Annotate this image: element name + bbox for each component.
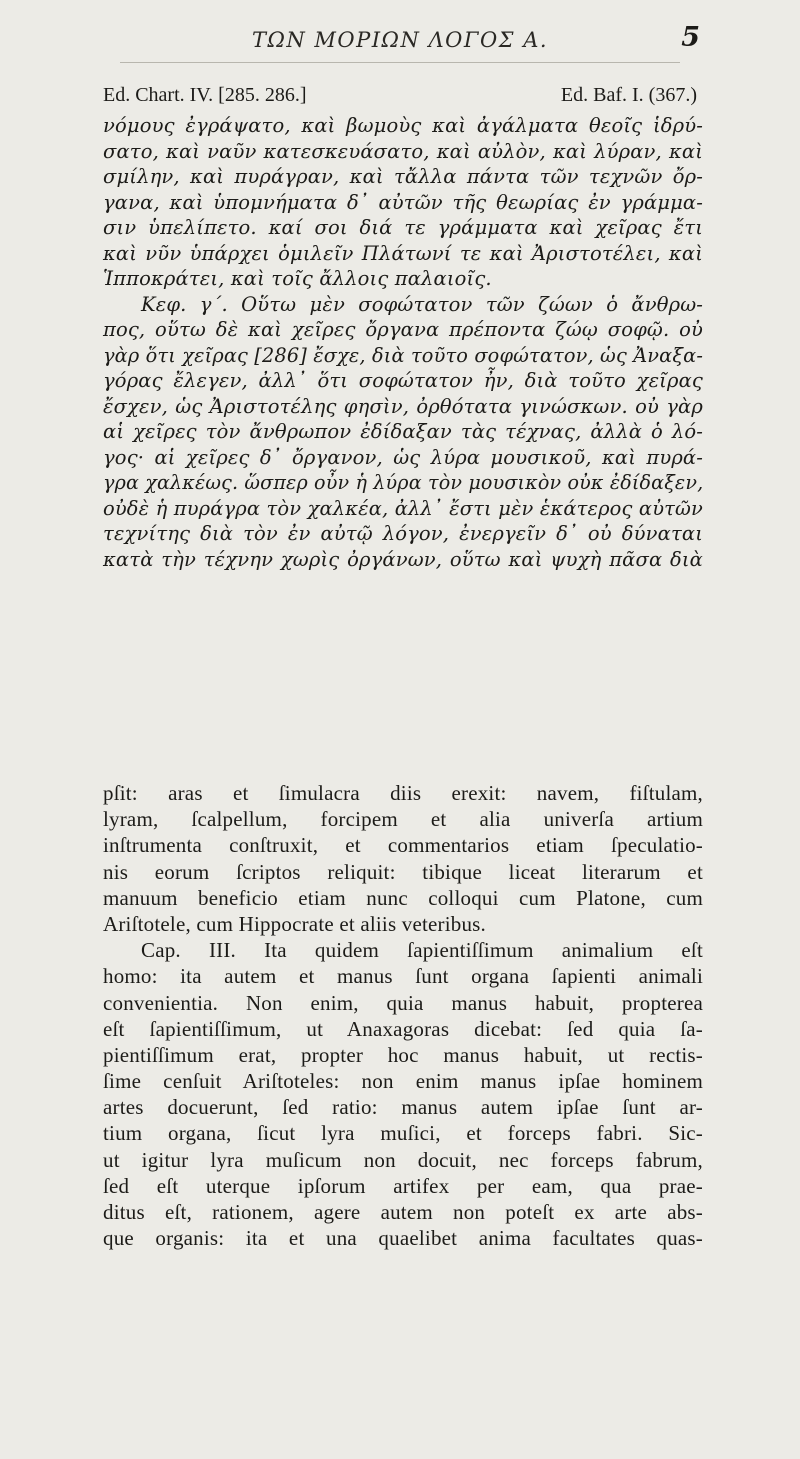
latin-line: pientiſſimum erat, propter hoc manus habuit, ut rectis- <box>103 1042 703 1067</box>
page-number: 5 <box>681 22 700 53</box>
latin-line: artes docuerunt, ſed ratio: manus autem ipſae ſunt ar- <box>103 1095 703 1120</box>
header-rule <box>120 62 680 63</box>
latin-line: convenientia. Non enim, quia manus habuit, propterea <box>103 990 703 1015</box>
greek-line: τεχνίτης διὰ τὸν ἐν αὐτῷ λόγον, ἐνεργεῖν δ᾿ οὐ δύναται <box>103 522 703 545</box>
latin-text-block <box>103 780 703 1251</box>
edition-basel: Ed. Baf. I. (367.) <box>560 84 697 106</box>
greek-line: γος· αἱ χεῖρες δ᾿ ὄργανον, ὡς λύρα μουσικοῦ, καὶ πυρά- <box>103 445 703 469</box>
edition-chartier: Ed. Chart. IV. [285. 286.] <box>103 84 307 106</box>
greek-line: σμίλην, καὶ πυράγραν, καὶ τἄλλα πάντα τῶν τεχνῶν ὄρ- <box>103 165 703 188</box>
latin-line: pſit: aras et ſimulacra diis erexit: navem, fiſtulam, <box>103 781 703 805</box>
latin-line: inſtrumenta conſtruxit, et commentarios etiam ſpeculatio- <box>103 833 703 858</box>
greek-line: γὰρ ὅτι χεῖρας [286] ἔσχε, διὰ τοῦτο σοφώτατον, ὡς Ἀναξα- <box>103 343 703 367</box>
latin-line: nis eorum ſcriptos reliquit: tibique liceat literarum et <box>103 859 703 884</box>
greek-line: σατο, καὶ ναῦν κατεσκευάσατο, καὶ αὐλὸν, καὶ λύραν, καὶ <box>103 139 703 163</box>
latin-chapter-heading-line: Cap. III. Ita quidem ſapientiſſimum animalium eſt <box>141 938 703 963</box>
latin-line: que organis: ita et una quaelibet anima facultates quas- <box>103 1226 703 1251</box>
latin-line: ſime cenſuit Ariſtoteles: non enim manus ipſae hominem <box>103 1069 703 1094</box>
page-header <box>100 20 700 60</box>
greek-line: οὐδὲ ἡ πυράγρα τὸν χαλκέα, ἀλλ᾿ ἔστι μὲν ἑκάτερος αὐτῶν <box>103 496 703 520</box>
greek-line: καὶ νῦν ὑπάρχει ὁμιλεῖν Πλάτωνί τε καὶ Ἀριστοτέλει, καὶ <box>103 241 703 265</box>
latin-line: lyram, ſcalpellum, forcipem et alia univerſa artium <box>103 807 703 832</box>
latin-line: ut igitur lyra muſicum non docuit, nec forceps fabrum, <box>103 1147 703 1172</box>
running-title: ΤΩΝ ΜΟΡΙΩΝ ΛΟΓΟΣ Α. <box>251 28 549 52</box>
greek-line: σιν ὑπελίπετο. καί σοι διά τε γράμματα καὶ χεῖρας ἔτι <box>103 216 703 239</box>
greek-line: γρα χαλκέως. ὥσπερ οὖν ἡ λύρα τὸν μουσικὸν οὐκ ἐδίδαξεν, <box>103 471 704 494</box>
latin-line: homo: ita autem et manus ſunt organa ſapienti animali <box>103 964 703 989</box>
latin-line: eſt ſapientiſſimum, ut Anaxagoras dicebat: ſed quia ſa- <box>103 1016 703 1041</box>
latin-line: manuum beneficio etiam nunc colloqui cum Platone, cum <box>103 885 703 910</box>
edition-references <box>103 84 697 114</box>
latin-line: ſed eſt uterque ipſorum artifex per eam, qua prae- <box>103 1173 703 1198</box>
greek-line: γανα, καὶ ὑπομνήματα δ᾿ αὐτῶν τῆς θεωρίας ἐν γράμμα- <box>103 190 703 214</box>
greek-line: πος, οὕτω δὲ καὶ χεῖρες ὄργανα πρέποντα ζώῳ σοφῷ. οὐ <box>103 318 703 341</box>
greek-line: ἔσχεν, ὡς Ἀριστοτέλης φησὶν, ὀρθότατα γινώσκων. οὐ γὰρ <box>103 394 703 418</box>
greek-line: κατὰ τὴν τέχνην χωρὶς ὀργάνων, οὕτω καὶ ψυχὴ πᾶσα διὰ <box>103 547 703 571</box>
latin-line: ditus eſt, rationem, agere autem non poteſt ex arte abs- <box>103 1200 703 1224</box>
greek-line: γόρας ἔλεγεν, ἀλλ᾿ ὅτι σοφώτατον ἦν, διὰ τοῦτο χεῖρας <box>103 369 703 392</box>
latin-line: Ariſtotele, cum Hippocrate et aliis veteribus. <box>103 911 486 936</box>
greek-line: Ἱπποκράτει, καὶ τοῖς ἄλλοις παλαιοῖς. <box>103 267 492 290</box>
greek-line: αἱ χεῖρες τὸν ἄνθρωπον ἐδίδαξαν τὰς τέχνας, ἀλλὰ ὁ λό- <box>103 420 703 443</box>
greek-line: νόμους ἐγράψατο, καὶ βωμοὺς καὶ ἀγάλματα θεοῖς ἱδρύ- <box>103 114 703 137</box>
latin-line: tium organa, ſicut lyra muſici, et forceps fabri. Sic- <box>103 1121 703 1146</box>
greek-chapter-heading-line: Κεφ. γ΄. Οὕτω μὲν σοφώτατον τῶν ζώων ὁ ἄνθρω- <box>141 292 703 316</box>
greek-text-block <box>103 113 703 572</box>
